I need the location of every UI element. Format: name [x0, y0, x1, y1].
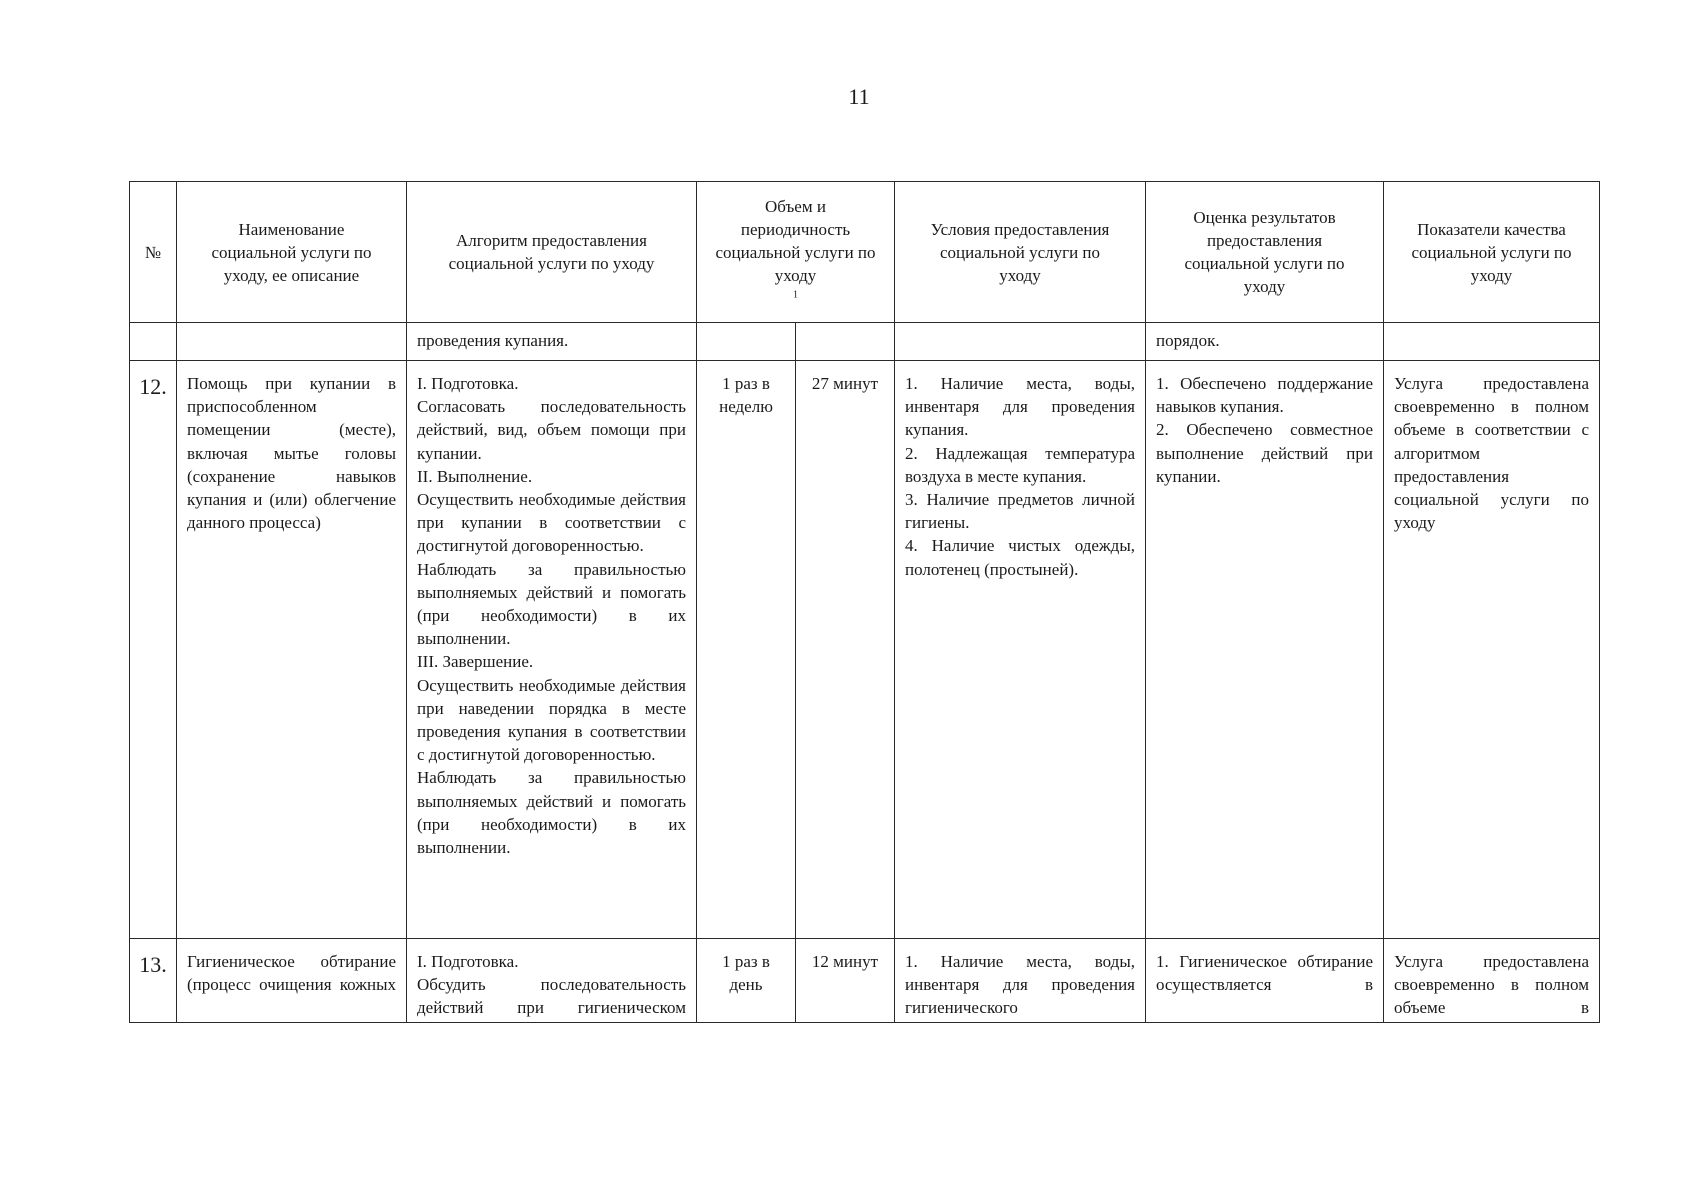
service-frequency: 1 раз в день: [722, 952, 770, 995]
header-quality: Показатели качества социальной услуги по уходу: [1384, 182, 1600, 323]
service-quality: Услуга предоставлена своевременно в полном объеме в соответствии с алгоритмом предоставления социальной услуги по уходу: [1394, 374, 1589, 533]
service-name: Помощь при купании в приспособленном помещении (месте), включая мытье головы (сохранение навыков купания и (или) облегчение данного процесса): [187, 374, 396, 533]
page-number: 11: [848, 84, 870, 109]
service-evaluation: 1. Гигиеническое обтирание осуществляется в: [1156, 952, 1373, 995]
header-num: №: [130, 182, 177, 323]
row-number: 13.: [139, 952, 167, 977]
social-care-services-table: [129, 181, 1600, 1023]
continuation-algorithm: проведения купания.: [417, 331, 569, 350]
header-volume-footnote: 1: [793, 288, 798, 300]
row-number: 12.: [139, 374, 167, 399]
header-volume: [697, 182, 895, 323]
continuation-evaluation: порядок.: [1156, 331, 1220, 350]
header-evaluation: Оценка результатов предоставления социальной услуги по уходу: [1146, 182, 1384, 323]
continuation-row: [130, 323, 1600, 361]
table-row: [130, 361, 1600, 939]
header-name: Наименование социальной услуги по уходу, ее описание: [177, 182, 407, 323]
service-frequency: 1 раз в неделю: [719, 374, 773, 417]
table-row: [130, 939, 1600, 1023]
header-volume-text: Объем и периодичность социальной услуги по уходу: [715, 196, 876, 285]
service-duration: 12 минут: [811, 952, 879, 971]
service-quality: Услуга предоставлена своевременно в полном объеме в: [1394, 952, 1589, 1018]
header-row: [130, 182, 1600, 323]
service-algorithm: I. Подготовка. Обсудить последовательность действий при гигиеническом: [417, 952, 686, 1018]
service-duration: 27 минут: [811, 374, 879, 393]
service-conditions: 1. Наличие места, воды, инвентаря для проведения купания. 2. Надлежащая температура воздуха в месте купания. 3. Наличие предметов личной гигиены. 4. Наличие чистых одежды, полотенец (простыней).: [905, 374, 1135, 579]
service-evaluation: 1. Обеспечено поддержание навыков купания. 2. Обеспечено совместное выполнение действий при купании.: [1156, 374, 1373, 486]
header-algorithm: Алгоритм предоставления социальной услуги по уходу: [407, 182, 697, 323]
service-algorithm: I. Подготовка. Согласовать последовательность действий, вид, объем помощи при купании. II. Выполнение. Осуществить необходимые действия при купании в соответствии с достигнутой договоренностью. Наблюдать за правильностью выполняемых действий и помогать (при необходимости) в их выполнении. III. Завершение. Осуществить необходимые действия при наведении порядка в месте проведения купания в соответствии с достигнутой договоренностью. Наблюдать за правильностью выполняемых действий и помогать (при необходимости) в их выполнении.: [417, 374, 686, 858]
header-conditions: Условия предоставления социальной услуги по уходу: [895, 182, 1146, 323]
service-conditions: 1. Наличие места, воды, инвентаря для проведения гигиенического: [905, 952, 1135, 1018]
service-name: Гигиеническое обтирание (процесс очищения кожных: [187, 952, 396, 995]
